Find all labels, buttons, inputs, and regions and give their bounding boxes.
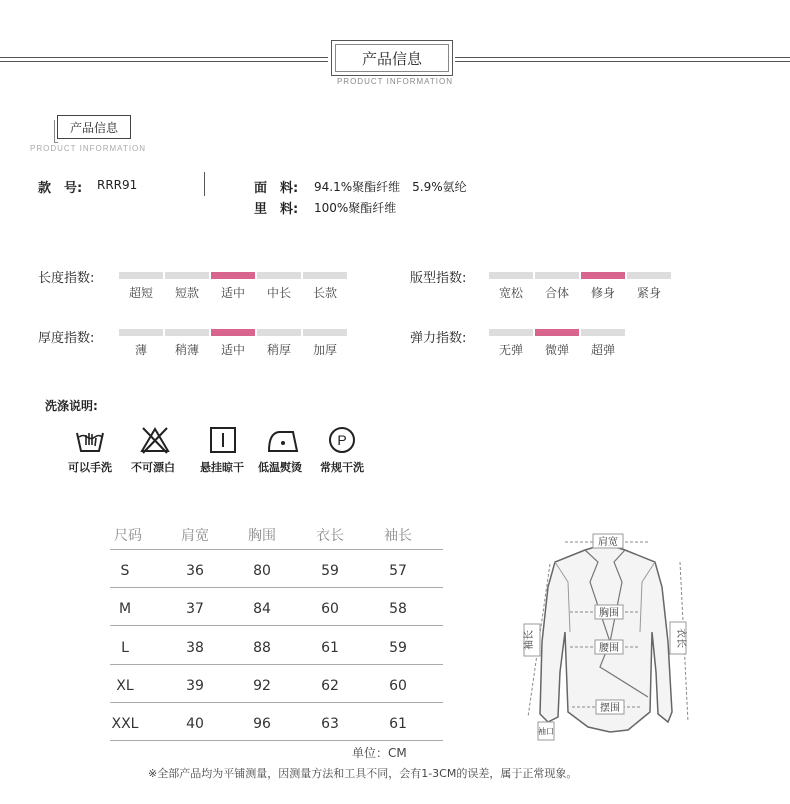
unit-label: 单位：CM <box>352 746 407 760</box>
page-title: 产品信息 <box>335 44 449 72</box>
length-option-4: 长款 <box>312 286 337 300</box>
size-table-rule <box>110 702 443 703</box>
thickness-option-1: 稍薄 <box>174 343 199 357</box>
wash-title: 洗涤说明: <box>45 399 98 413</box>
hang-dry-icon <box>208 425 238 455</box>
garment-diagram <box>510 522 700 747</box>
elasticity-scale-segment <box>581 329 625 336</box>
size-table-rule <box>110 625 443 626</box>
diagram-sleeve-label: 袖长 <box>524 630 535 650</box>
size-cell: 39 <box>186 678 204 694</box>
fit-scale-segment <box>489 272 533 279</box>
header-rule-left <box>0 57 328 62</box>
elasticity-index-label: 弹力指数: <box>410 331 467 346</box>
size-cell: 60 <box>321 601 339 617</box>
length-scale-segment <box>165 272 209 279</box>
fit-scale-segment <box>581 272 625 279</box>
diagram-chest-label: 胸围 <box>599 608 619 619</box>
size-header-0: 尺码 <box>114 528 142 544</box>
length-scale-segment <box>303 272 347 279</box>
size-cell: 84 <box>253 601 271 617</box>
size-cell: 40 <box>186 716 204 732</box>
size-cell: 38 <box>186 640 204 656</box>
size-table-rule <box>110 740 443 741</box>
fabric-label: 面 料: <box>254 181 299 196</box>
size-cell: L <box>121 640 129 656</box>
size-cell: 96 <box>253 716 271 732</box>
wash-label-hand: 可以手洗 <box>68 461 112 474</box>
length-option-3: 中长 <box>266 286 291 300</box>
size-cell: 59 <box>321 563 339 579</box>
size-cell: 60 <box>389 678 407 694</box>
length-option-2: 适中 <box>220 286 245 300</box>
size-cell: 80 <box>253 563 271 579</box>
elasticity-option-1: 微弹 <box>544 343 569 357</box>
size-cell: 92 <box>253 678 271 694</box>
thickness-option-3: 稍厚 <box>266 343 291 357</box>
size-cell: 59 <box>389 640 407 656</box>
diagram-waist-label: 腰围 <box>599 643 619 654</box>
hand-wash-icon <box>75 425 105 455</box>
info-divider <box>204 172 205 196</box>
fit-option-2: 修身 <box>590 286 615 300</box>
elasticity-option-0: 无弹 <box>498 343 523 357</box>
thickness-scale-segment <box>303 329 347 336</box>
diagram-length-label: 衣长 <box>675 628 686 648</box>
length-option-0: 超短 <box>128 286 153 300</box>
header-rule-right <box>455 57 790 62</box>
size-cell: XXL <box>111 716 139 732</box>
size-table-rule <box>110 587 443 588</box>
fit-scale-segment <box>627 272 671 279</box>
page-subtitle: PRODUCT INFORMATION <box>336 77 454 86</box>
size-cell: 63 <box>321 716 339 732</box>
thickness-scale-segment <box>165 329 209 336</box>
size-cell: 58 <box>389 601 407 617</box>
elasticity-scale-segment <box>489 329 533 336</box>
size-cell: 62 <box>321 678 339 694</box>
style-value: RRR91 <box>97 178 138 192</box>
wash-label-iron: 低温熨烫 <box>258 461 302 474</box>
size-cell: M <box>118 601 132 617</box>
length-scale-segment <box>211 272 255 279</box>
elasticity-scale-segment <box>535 329 579 336</box>
lining-value: 100%聚酯纤维 <box>314 201 397 215</box>
size-cell: 61 <box>321 640 339 656</box>
size-cell: S <box>120 563 130 579</box>
diagram-shoulder-label: 肩宽 <box>598 537 618 548</box>
size-header-3: 衣长 <box>316 528 344 544</box>
thickness-option-4: 加厚 <box>312 343 337 357</box>
wash-label-hang: 悬挂晾干 <box>200 461 244 474</box>
low-iron-icon <box>263 425 303 455</box>
thickness-option-0: 薄 <box>134 343 147 357</box>
fit-option-0: 宽松 <box>498 286 523 300</box>
style-label: 款 号: <box>38 181 83 196</box>
size-table-rule <box>110 549 443 550</box>
thickness-scale-segment <box>257 329 301 336</box>
size-cell: 61 <box>389 716 407 732</box>
size-header-2: 胸围 <box>248 528 276 544</box>
svg-text:P: P <box>337 432 347 448</box>
lining-label: 里 料: <box>254 202 299 217</box>
size-cell: 88 <box>253 640 271 656</box>
size-cell: 36 <box>186 563 204 579</box>
thickness-index-label: 厚度指数: <box>38 331 95 346</box>
section-title: 产品信息 <box>57 115 131 139</box>
size-cell: XL <box>116 678 134 694</box>
length-scale-segment <box>119 272 163 279</box>
section-subtitle: PRODUCT INFORMATION <box>30 144 147 153</box>
size-table-rule <box>110 664 443 665</box>
length-index-label: 长度指数: <box>38 271 95 286</box>
size-cell: 37 <box>186 601 204 617</box>
fit-scale-segment <box>535 272 579 279</box>
fabric-value: 94.1%聚酯纤维 5.9%氨纶 <box>314 180 467 194</box>
elasticity-option-2: 超弹 <box>590 343 615 357</box>
size-header-1: 肩宽 <box>181 528 209 544</box>
wash-label-dryclean: 常规干洗 <box>320 461 364 474</box>
length-option-1: 短款 <box>174 286 199 300</box>
header-title-box <box>331 40 453 76</box>
size-header-4: 袖长 <box>384 528 412 544</box>
diagram-hem-label: 摆围 <box>600 703 620 714</box>
fit-option-3: 紧身 <box>636 286 661 300</box>
dry-clean-icon <box>327 425 357 455</box>
fit-option-1: 合体 <box>544 286 569 300</box>
measurement-note: ※全部产品均为平铺测量，因测量方法和工具不同，会有1-3CM的误差，属于正常现象。 <box>148 767 578 780</box>
no-bleach-icon <box>140 425 170 455</box>
thickness-scale-segment <box>211 329 255 336</box>
thickness-scale-segment <box>119 329 163 336</box>
fit-index-label: 版型指数: <box>410 271 467 286</box>
wash-label-bleach: 不可漂白 <box>131 461 175 474</box>
size-cell: 57 <box>389 563 407 579</box>
diagram-cuff-label: 袖口 <box>538 727 554 736</box>
length-scale-segment <box>257 272 301 279</box>
thickness-option-2: 适中 <box>220 343 245 357</box>
